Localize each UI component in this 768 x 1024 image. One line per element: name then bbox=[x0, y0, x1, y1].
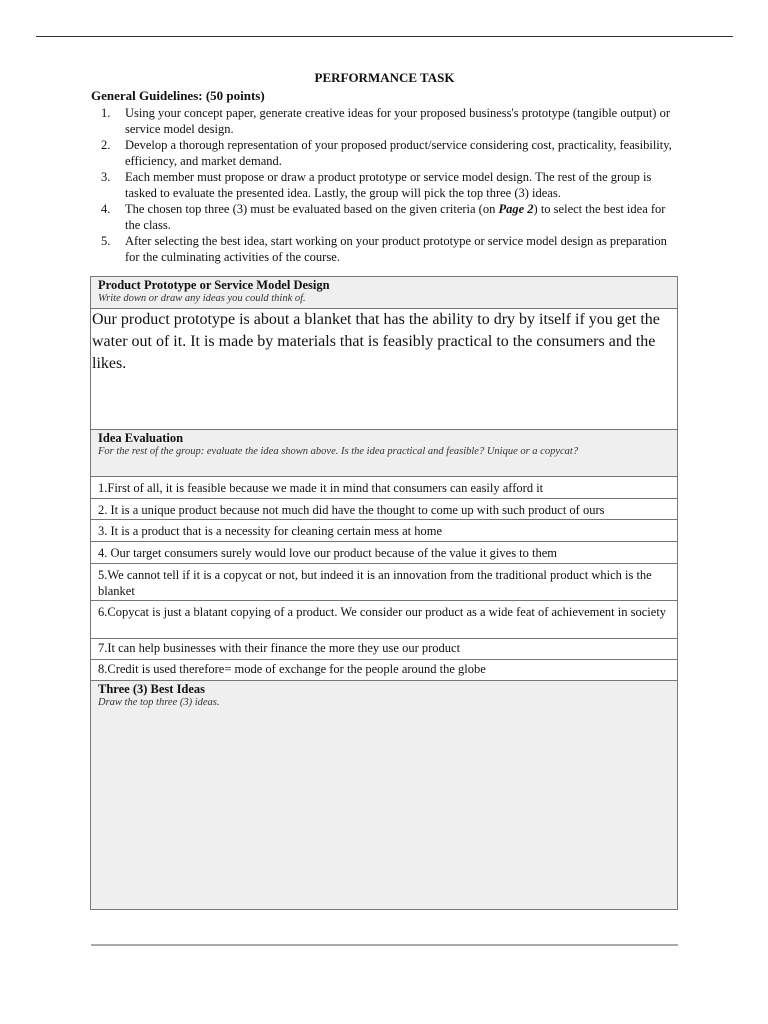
guideline-text: Develop a thorough representation of your proposed product/service considering cost, practicality, feasibility, efficiency, and market demand. bbox=[125, 138, 672, 168]
evaluation-row[interactable] bbox=[91, 499, 677, 520]
evaluation-entry: 6.Copycat is just a blatant copying of a product. We consider our product as a wide feat of achievement in society bbox=[98, 605, 667, 619]
evaluation-entry: 2. It is a unique product because not much did have the thought to come up with such product of ours bbox=[98, 503, 605, 517]
guideline-number: 3. bbox=[101, 170, 111, 184]
guideline-number: 4. bbox=[101, 202, 111, 216]
task-form-table bbox=[90, 276, 678, 910]
prototype-section-instruction: Write down or draw any ideas you could think of. bbox=[98, 293, 306, 304]
evaluation-section-header bbox=[91, 430, 677, 477]
evaluation-entry: 4. Our target consumers surely would love our product because of the value it gives to them bbox=[98, 546, 558, 560]
guideline-number: 1. bbox=[101, 106, 111, 120]
guideline-number: 2. bbox=[101, 138, 111, 152]
evaluation-row[interactable] bbox=[91, 542, 677, 564]
prototype-section-title: Product Prototype or Service Model Design bbox=[98, 278, 330, 292]
guideline-item bbox=[91, 105, 678, 137]
prototype-response-text: Our product prototype is about a blanket that has the ability to dry by itself if you get the water out of it. It is made by materials that is feasibly practical to the consumers and the likes. bbox=[92, 311, 660, 372]
evaluation-entry: 7.It can help businesses with their finance the more they use our product bbox=[98, 641, 461, 655]
evaluation-row[interactable] bbox=[91, 477, 677, 499]
evaluation-row[interactable] bbox=[91, 601, 677, 639]
guidelines-list bbox=[91, 105, 678, 265]
guideline-number: 5. bbox=[101, 234, 111, 248]
best-ideas-section-instruction: Draw the top three (3) ideas. bbox=[98, 697, 220, 708]
best-ideas-section-title: Three (3) Best Ideas bbox=[98, 682, 206, 696]
evaluation-entry: 8.Credit is used therefore= mode of exchange for the people around the globe bbox=[98, 662, 486, 676]
guideline-item bbox=[91, 137, 678, 169]
guideline-text: After selecting the best idea, start working on your product prototype or service model design as preparation for the culminating activities of the course. bbox=[125, 234, 667, 264]
guideline-text-part: The chosen top three (3) must be evaluated based on the given criteria (on bbox=[125, 202, 499, 216]
best-ideas-section[interactable] bbox=[91, 681, 677, 909]
evaluation-entry: 5.We cannot tell if it is a copycat or not, but indeed it is an innovation from the traditional product which is the blanket bbox=[98, 568, 652, 598]
evaluation-row[interactable] bbox=[91, 520, 677, 542]
guideline-item bbox=[91, 169, 678, 201]
evaluation-entry: 3. It is a product that is a necessity for cleaning certain mess at home bbox=[98, 524, 442, 538]
guidelines-heading: General Guidelines: (50 points) bbox=[91, 88, 265, 103]
header-rule bbox=[36, 36, 733, 37]
guideline-text bbox=[125, 202, 665, 232]
evaluation-row[interactable] bbox=[91, 639, 677, 660]
document-title: PERFORMANCE TASK bbox=[314, 70, 455, 85]
evaluation-row[interactable] bbox=[91, 564, 677, 601]
evaluation-section-title: Idea Evaluation bbox=[98, 431, 184, 445]
prototype-response-cell[interactable] bbox=[91, 309, 677, 430]
guideline-text: Using your concept paper, generate creative ideas for your proposed business's prototype (tangible output) or service model design. bbox=[125, 106, 670, 136]
evaluation-entry: 1.First of all, it is feasible because we made it in mind that consumers can easily afford it bbox=[98, 481, 544, 495]
prototype-section-header bbox=[91, 277, 677, 309]
guideline-text: Each member must propose or draw a product prototype or service model design. The rest of the group is tasked to evaluate the presented idea. Lastly, the group will pick the top three (3) ideas. bbox=[125, 170, 652, 200]
guideline-item bbox=[91, 233, 678, 265]
guideline-text-part: ) to select the best idea for the class. bbox=[125, 202, 666, 232]
evaluation-section-instruction: For the rest of the group: evaluate the idea shown above. Is the idea practical and feasible? Unique or a copycat? bbox=[98, 446, 579, 457]
page-reference: Page 2 bbox=[498, 202, 534, 216]
guideline-item bbox=[91, 201, 678, 233]
footer-rule bbox=[91, 944, 678, 946]
evaluation-row[interactable] bbox=[91, 660, 677, 681]
